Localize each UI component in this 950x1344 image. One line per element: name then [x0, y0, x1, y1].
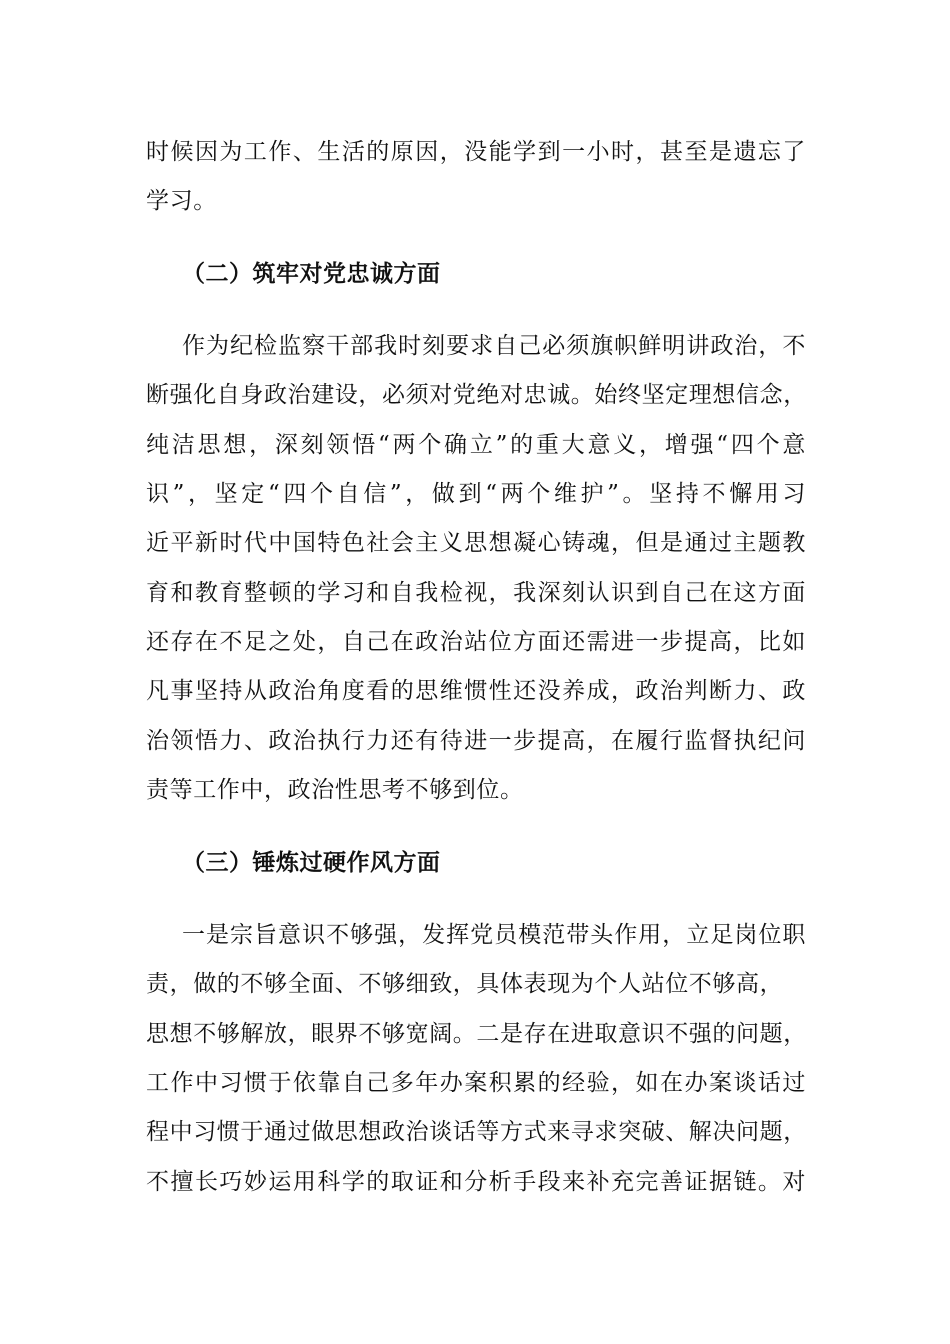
paragraph-line: 作为纪检监察干部我时刻要求自己必须旗帜鲜明讲政治，不 — [182, 333, 806, 359]
paragraph-line: 一是宗旨意识不够强，发挥党员模范带头作用，立足岗位职 — [182, 922, 806, 948]
paragraph-line: 时候因为工作、生活的原因，没能学到一小时，甚至是遗忘了 — [146, 139, 806, 165]
paragraph-line: 凡事坚持从政治角度看的思维惯性还没养成，政治判断力、政 — [146, 678, 806, 704]
section-heading: （二）筑牢对党忠诚方面 — [182, 261, 441, 287]
paragraph-line: 程中习惯于通过做思想政治谈话等方式来寻求突破、解决问题， — [146, 1119, 807, 1145]
paragraph-line: 近平新时代中国特色社会主义思想凝心铸魂，但是通过主题教 — [146, 530, 806, 556]
paragraph-line: 识”，坚定“四个自信”，做到“两个维护”。坚持不懈用习 — [146, 481, 806, 507]
paragraph-line: 治领悟力、政治执行力还有待进一步提高，在履行监督执纪问 — [146, 728, 806, 754]
paragraph-line: 责，做的不够全面、不够细致，具体表现为个人站位不够高， — [146, 971, 784, 997]
paragraph-line: 纯洁思想，深刻领悟“两个确立”的重大意义，增强“四个意 — [146, 432, 806, 458]
paragraph-line: 不擅长巧妙运用科学的取证和分析手段来补充完善证据链。对 — [146, 1169, 806, 1195]
paragraph-line: 学习。 — [146, 188, 217, 214]
paragraph-line: 工作中习惯于依靠自己多年办案积累的经验，如在办案谈话过 — [146, 1070, 806, 1096]
section-heading: （三）锤炼过硬作风方面 — [182, 850, 441, 876]
paragraph-line: 育和教育整顿的学习和自我检视，我深刻认识到自己在这方面 — [146, 580, 806, 606]
paragraph-line: 思想不够解放，眼界不够宽阔。二是存在进取意识不强的问题， — [146, 1021, 807, 1047]
paragraph-line: 还存在不足之处，自己在政治站位方面还需进一步提高，比如 — [146, 629, 806, 655]
paragraph-line: 断强化自身政治建设，必须对党绝对忠诚。始终坚定理想信念， — [146, 382, 807, 408]
paragraph-line: 责等工作中，政治性思考不够到位。 — [146, 777, 524, 803]
